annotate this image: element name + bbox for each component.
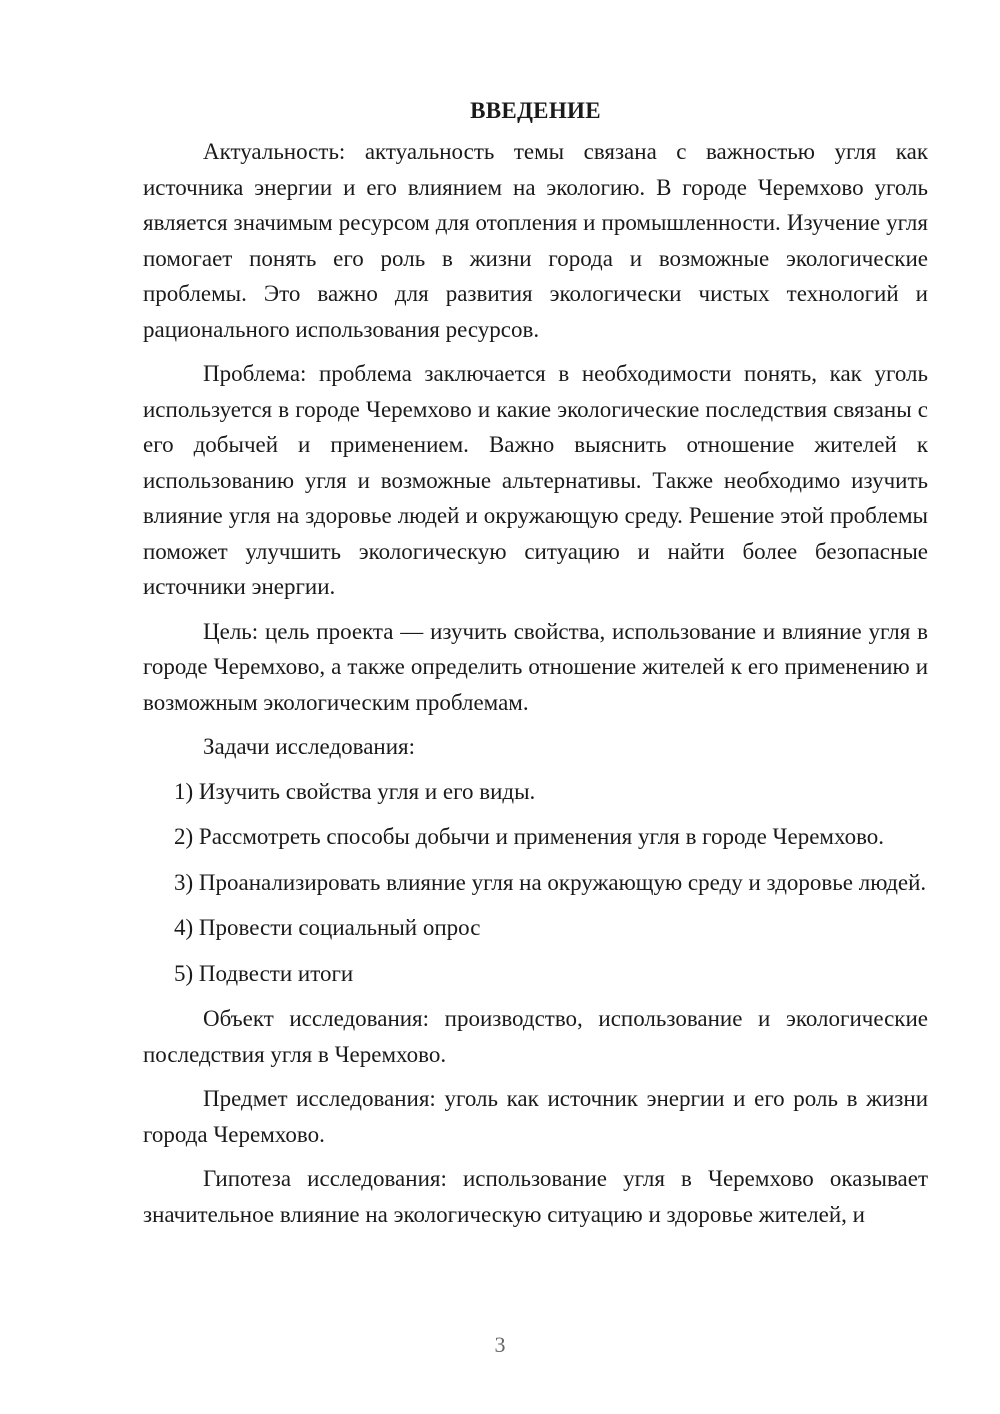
page-number: 3	[494, 1332, 506, 1357]
task-item-4: 4) Провести социальный опрос	[174, 915, 481, 940]
paragraph-goal: Цель: цель проекта — изучить свойства, использование и влияние угля в городе Черемхово, а также определить отношение жителей к его применению и возможным экологическим проблемам.	[143, 618, 928, 715]
task-item-5: 5) Подвести итоги	[174, 960, 354, 986]
paragraph-object: Объект исследования: производство, использование и экологические последствия угля в Черемхово.	[143, 1006, 928, 1067]
task-item-2: 2) Рассмотреть способы добычи и применения угля в городе Черемхово.	[174, 824, 885, 849]
task-list	[143, 774, 928, 992]
paragraph-hypothesis: Гипотеза исследования: использование угля в Черемхово оказывает значительное влияние на экологическую ситуацию и здоровье жителей, и	[143, 1166, 928, 1227]
task-item-3: 3) Проанализировать влияние угля на окружающую среду и здоровье людей.	[174, 869, 927, 895]
paragraph-tasks-intro: Задачи исследования:	[203, 734, 416, 759]
paragraph-problem: Проблема: проблема заключается в необходимости понять, как уголь используется в городе Черемхово и какие экологические последствия связаны с его добычей и применением. Важно выяснить отношение жителей к использованию угля и возможные альтернативы. Также необходимо изучить влияние угля на здоровье людей и окружающую среду. Решение этой проблемы поможет улучшить экологическую ситуацию и найти более безопасные источники энергии.	[143, 361, 928, 599]
paragraph-subject: Предмет исследования: уголь как источник энергии и его роль в жизни города Черемхово.	[143, 1086, 928, 1147]
paragraph-relevance: Актуальность: актуальность темы связана с важностью угля как источника энергии и его влиянием на экологию. В городе Черемхово уголь является значимым ресурсом для отопления и промышленности. Изучение угля помогает понять его роль в жизни города и возможные экологические проблемы. Это важно для развития экологически чистых технологий и рационального использования ресурсов.	[143, 139, 928, 342]
page-content	[143, 93, 928, 1240]
section-heading: ВВЕДЕНИЕ	[470, 98, 601, 123]
task-item-1: 1) Изучить свойства угля и его виды.	[174, 778, 536, 804]
